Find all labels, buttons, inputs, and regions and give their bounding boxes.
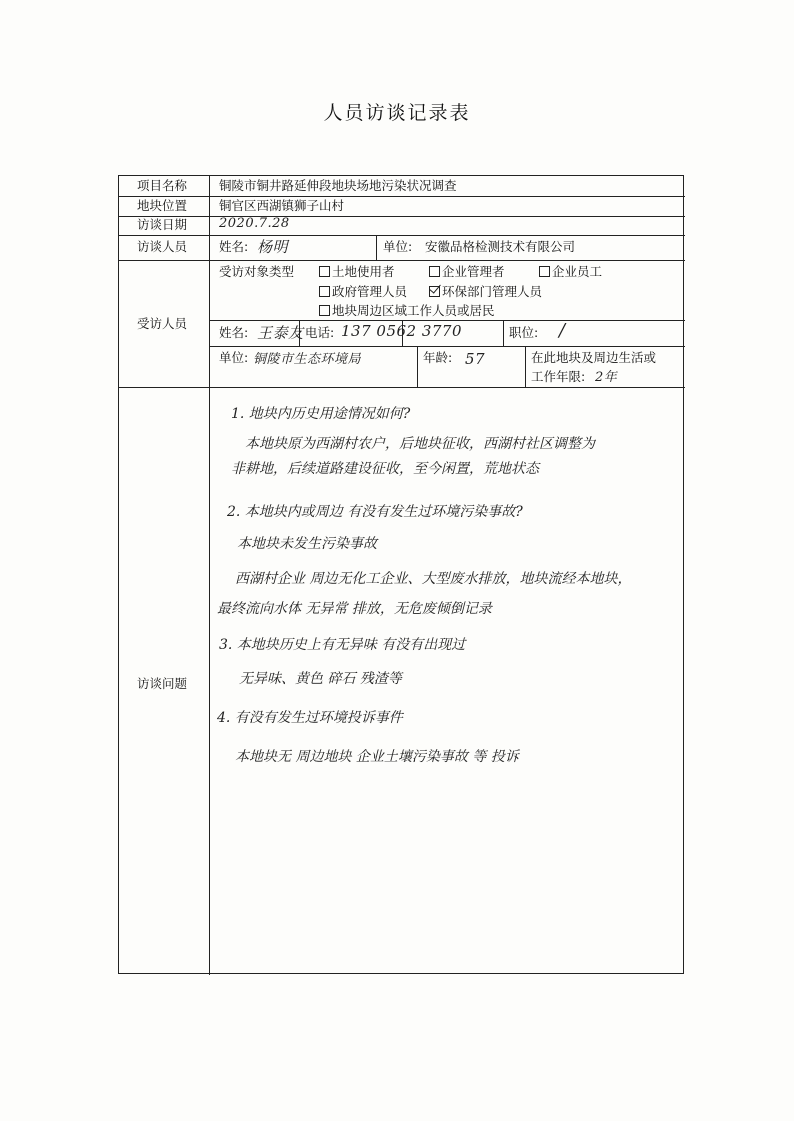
- option-environmental-staff: 环保部门管理人员: [429, 284, 542, 300]
- interviewee-position-value: /: [559, 320, 566, 341]
- location-label: 地块位置: [137, 198, 188, 213]
- answer-line: 无异味、黄色 碎石 残渣等: [239, 671, 402, 687]
- answer-line: 最终流向水体 无异常 排放，无危废倾倒记录: [217, 601, 492, 617]
- answer-line: 非耕地，后续道路建设征收，至今闲置，荒地状态: [231, 461, 539, 477]
- interviewee-unit-value: 铜陵市生态环境局: [253, 352, 362, 367]
- interview-form: [118, 175, 684, 974]
- project-name-value: 铜陵市铜井路延伸段地块场地污染状况调查: [219, 178, 457, 193]
- option-enterprise-manager: 企业管理者: [429, 264, 505, 280]
- years-label-line2: 工作年限:: [531, 369, 586, 384]
- checkbox-icon: [319, 266, 330, 277]
- interviewer-name-value: 杨明: [257, 238, 289, 256]
- interviewer-label: 访谈人员: [137, 239, 188, 254]
- date-value: 2020.7.28: [219, 216, 290, 231]
- interviewer-unit-value: 安徽品格检测技术有限公司: [425, 239, 576, 254]
- answer-line: 西湖村企业 周边无化工企业、大型废水排放，地块流经本地块，: [235, 571, 632, 587]
- answer-line: 1. 地块内历史用途情况如何?: [231, 406, 411, 422]
- location-value: 铜官区西湖镇狮子山村: [219, 198, 345, 213]
- answer-line: 本地块原为西湖村农户，后地块征收，西湖村社区调整为: [245, 436, 595, 452]
- interviewer-name-label: 姓名:: [219, 239, 249, 254]
- page-title: 人员访谈记录表: [323, 102, 471, 124]
- years-value: 2年: [595, 370, 618, 385]
- answer-line: 4. 有没有发生过环境投诉事件: [217, 710, 403, 726]
- interviewee-phone-value: 137 0562 3770: [341, 322, 463, 340]
- questions-label: 访谈问题: [137, 676, 188, 691]
- date-label: 访谈日期: [137, 217, 188, 232]
- option-land-user: 土地使用者: [319, 264, 395, 280]
- interviewee-name-label: 姓名:: [219, 325, 249, 340]
- answer-line: 本地块未发生污染事故: [237, 536, 377, 552]
- interviewee-position-label: 职位:: [509, 325, 539, 340]
- interviewer-unit-label: 单位:: [383, 239, 413, 254]
- checkbox-icon: [319, 286, 330, 297]
- years-label-line1: 在此地块及周边生活或: [531, 350, 657, 365]
- interviewee-label: 受访人员: [137, 316, 188, 331]
- option-government-staff: 政府管理人员: [319, 284, 407, 300]
- option-nearby-resident: 地块周边区域工作人员或居民: [319, 303, 495, 319]
- interviewee-type-label: 受访对象类型: [219, 264, 295, 279]
- option-enterprise-employee: 企业员工: [539, 264, 602, 280]
- checkbox-icon: [429, 266, 440, 277]
- checkbox-icon: [539, 266, 550, 277]
- checkbox-icon: [319, 305, 330, 316]
- answer-line: 3. 本地块历史上有无异味 有没有出现过: [219, 637, 466, 653]
- project-name-label: 项目名称: [137, 178, 188, 193]
- interviewee-phone-label: 电话:: [305, 325, 335, 340]
- interviewee-age-label: 年龄:: [423, 350, 453, 365]
- answer-line: 2. 本地块内或周边 有没有发生过环境污染事故?: [227, 504, 523, 520]
- interviewee-name-value: 王泰友: [257, 324, 304, 342]
- interviewee-age-value: 57: [465, 350, 486, 368]
- checked-checkbox-icon: [429, 286, 440, 297]
- answer-line: 本地块无 周边地块 企业土壤污染事故 等 投诉: [235, 749, 519, 765]
- interviewee-unit-label: 单位:: [219, 350, 249, 365]
